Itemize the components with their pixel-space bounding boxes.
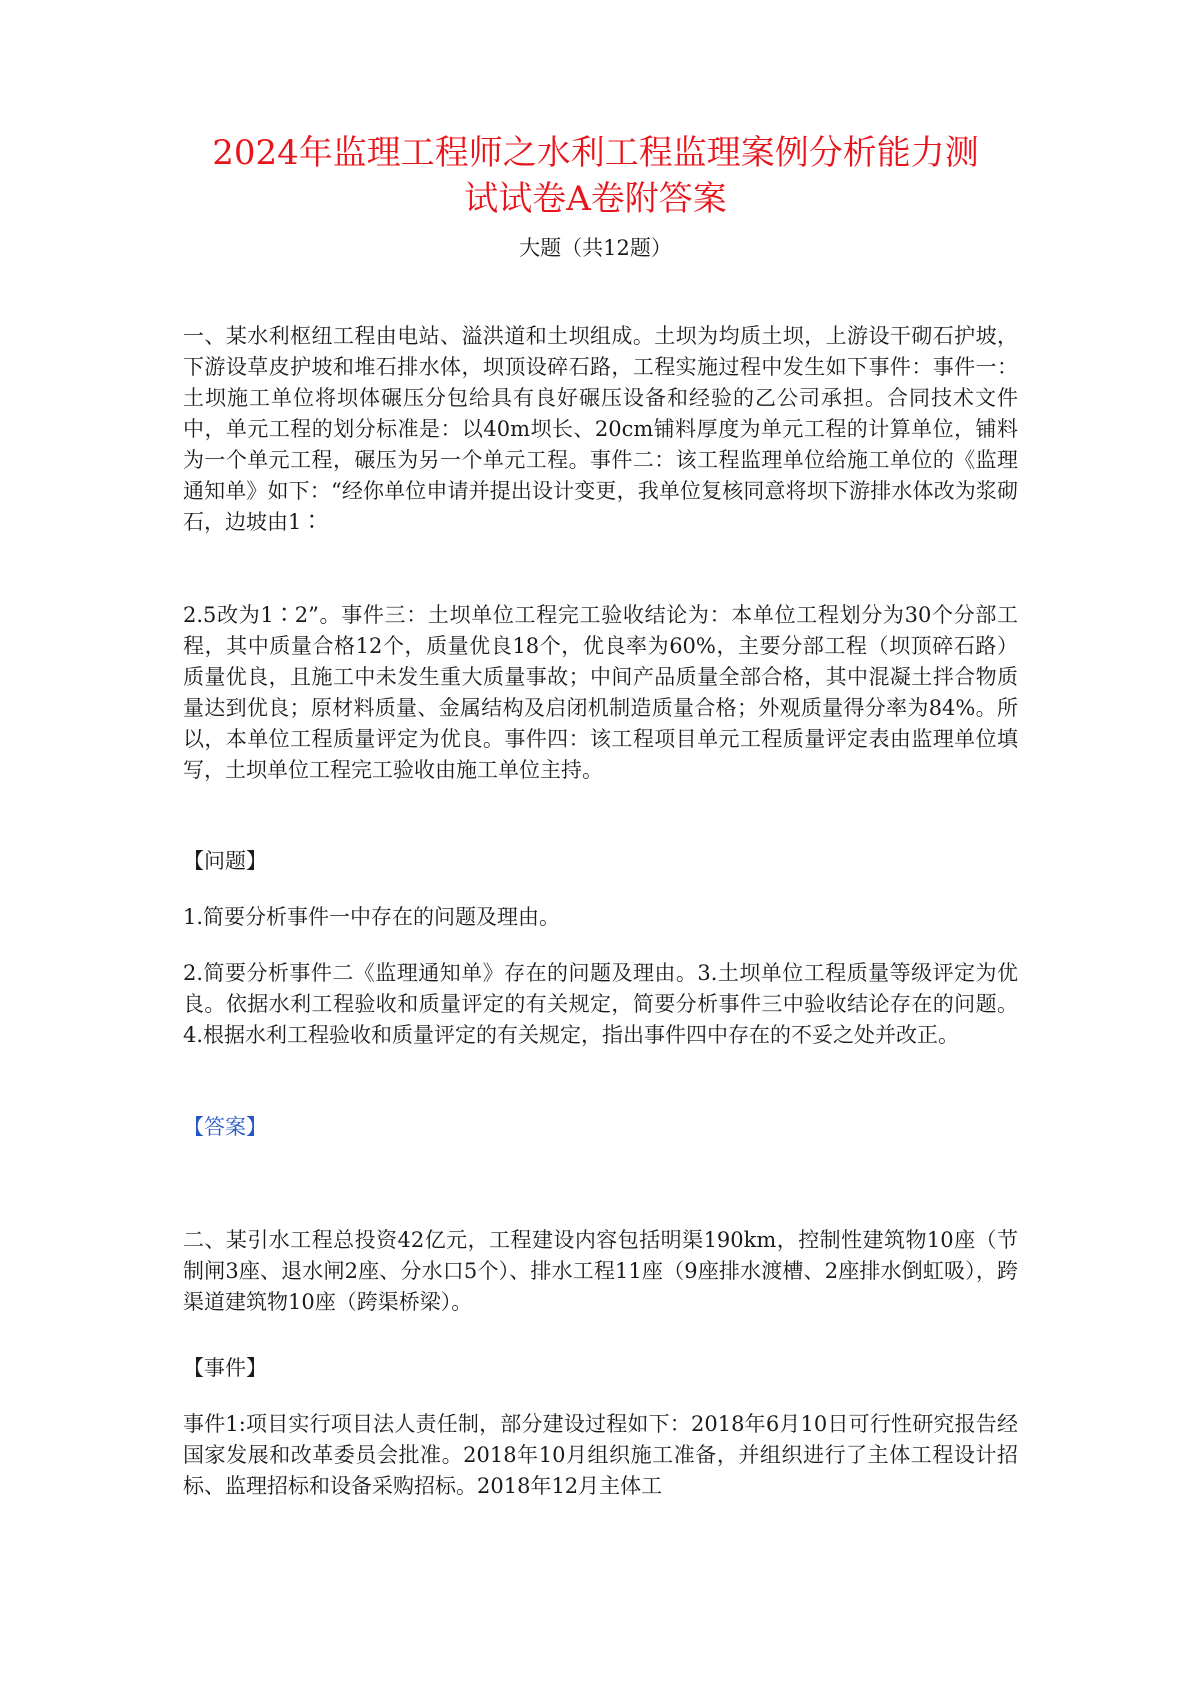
q1-answer-heading: 【答案】 bbox=[183, 1115, 267, 1139]
title-line-1: 2024年监理工程师之水利工程监理案例分析能力测 bbox=[212, 133, 979, 173]
title-line-2: 试试卷A卷附答案 bbox=[464, 179, 727, 219]
q2-paragraph-1: 二、某引水工程总投资42亿元，工程建设内容包括明渠190km，控制性建筑物10座（节制闸3座、退水闸2座、分水口5个）、排水工程11座（9座排水渡槽、2座排水倒虹吸），跨渠道建筑物10座（跨渠桥梁）。 bbox=[183, 1228, 1018, 1314]
q2-event-heading: 【事件】 bbox=[183, 1356, 267, 1380]
q2-event-1: 事件1:项目实行项目法人责任制，部分建设过程如下：2018年6月10日可行性研究报告经国家发展和改革委员会批准。2018年10月组织施工准备，并组织进行了主体工程设计招标、监理招标和设备采购招标。2018年12月主体工 bbox=[183, 1412, 1018, 1498]
q1-paragraph-1: 一、某水利枢纽工程由电站、溢洪道和土坝组成。土坝为均质土坝，上游设干砌石护坡，下游设草皮护坡和堆石排水体，坝顶设碎石路，工程实施过程中发生如下事件：事件一：土坝施工单位将坝体碾压分包给具有良好碾压设备和经验的乙公司承担。合同技术文件中，单元工程的划分标准是：以40m坝长、20cm铺料厚度为单元工程的计算单位，铺料为一个单元工程，碾压为另一个单元工程。事件二：该工程监理单位给施工单位的《监理通知单》如下：“经你单位申请并提出设计变更，我单位复核同意将坝下游排水体改为浆砌石，边坡由1∶ bbox=[183, 324, 1018, 534]
q1-paragraph-2: 2.5改为1∶2”。事件三：土坝单位工程完工验收结论为：本单位工程划分为30个分部工程，其中质量合格12个，质量优良18个，优良率为60%，主要分部工程（坝顶碎石路）质量优良，且施工中未发生重大质量事故；中间产品质量全部合格，其中混凝土拌合物质量达到优良；原材料质量、金属结构及启闭机制造质量合格；外观质量得分率为84%。所以，本单位工程质量评定为优良。事件四：该工程项目单元工程质量评定表由监理单位填写，土坝单位工程完工验收由施工单位主持。 bbox=[183, 603, 1018, 782]
q1-question-2: 2.简要分析事件二《监理通知单》存在的问题及理由。3.土坝单位工程质量等级评定为优良。依据水利工程验收和质量评定的有关规定，简要分析事件三中验收结论存在的问题。4.根据水利工程验收和质量评定的有关规定，指出事件四中存在的不妥之处并改正。 bbox=[183, 961, 1018, 1047]
section-header: 大题（共12题） bbox=[519, 236, 672, 260]
q1-question-1: 1.简要分析事件一中存在的问题及理由。 bbox=[183, 905, 561, 929]
document-title bbox=[150, 130, 1041, 222]
q1-question-heading: 【问题】 bbox=[183, 849, 267, 873]
